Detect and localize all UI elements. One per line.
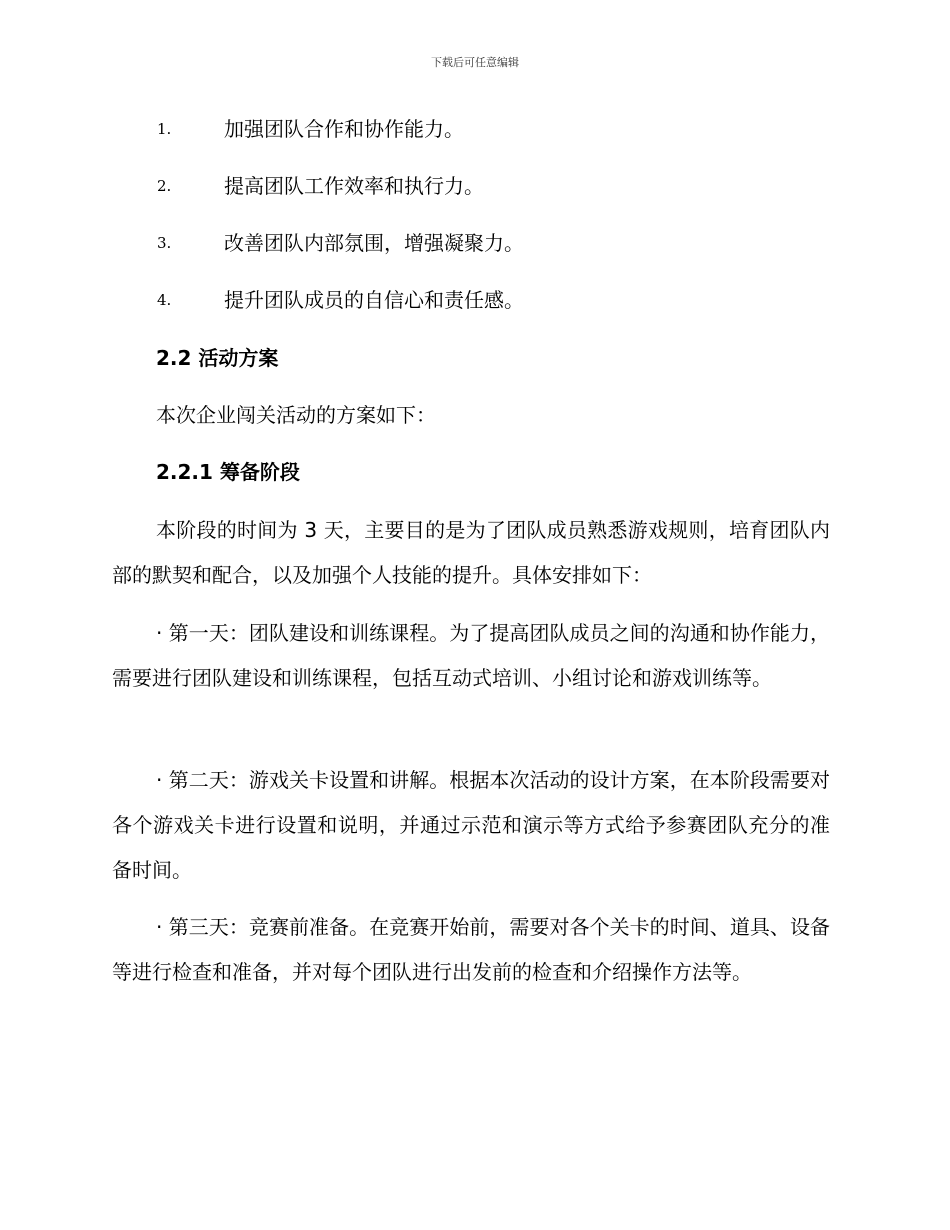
goal-text: 改善团队内部氛围，增强凝聚力。 — [224, 231, 524, 255]
goal-item-4 — [0, 285, 950, 315]
section-heading-2-2-1: 2.2.1 筹备阶段 — [156, 460, 300, 484]
goal-item-2 — [0, 171, 950, 201]
goal-number: 1. — [157, 120, 172, 138]
goal-number: 2. — [157, 177, 172, 195]
day2-paragraph: · 第二天：游戏关卡设置和讲解。根据本次活动的设计方案，在本阶段需要对各个游戏关卡进行设置和说明，并通过示范和演示等方式给予参赛团队充分的准备时间。 — [112, 768, 830, 882]
page-header-note: 下载后可任意编辑 — [431, 56, 519, 69]
goal-text: 加强团队合作和协作能力。 — [224, 117, 464, 141]
goal-text: 提升团队成员的自信心和责任感。 — [224, 288, 524, 312]
goal-text: 提高团队工作效率和执行力。 — [224, 174, 484, 198]
day1-paragraph: · 第一天：团队建设和训练课程。为了提高团队成员之间的沟通和协作能力，需要进行团队建设和训练课程，包括互动式培训、小组讨论和游戏训练等。 — [112, 621, 830, 690]
goal-number: 3. — [157, 234, 172, 252]
section-2-2-1-intro: 本阶段的时间为 3 天，主要目的是为了团队成员熟悉游戏规则，培育团队内部的默契和配合，以及加强个人技能的提升。具体安排如下： — [112, 518, 830, 587]
section-heading-2-2: 2.2 活动方案 — [156, 346, 279, 370]
section-2-2-intro: 本次企业闯关活动的方案如下： — [156, 403, 436, 427]
goal-item-3 — [0, 228, 950, 258]
goal-number: 4. — [157, 291, 172, 309]
goal-item-1 — [0, 114, 950, 144]
day3-paragraph: · 第三天：竞赛前准备。在竞赛开始前，需要对各个关卡的时间、道具、设备等进行检查和准备，并对每个团队进行出发前的检查和介绍操作方法等。 — [112, 915, 830, 984]
